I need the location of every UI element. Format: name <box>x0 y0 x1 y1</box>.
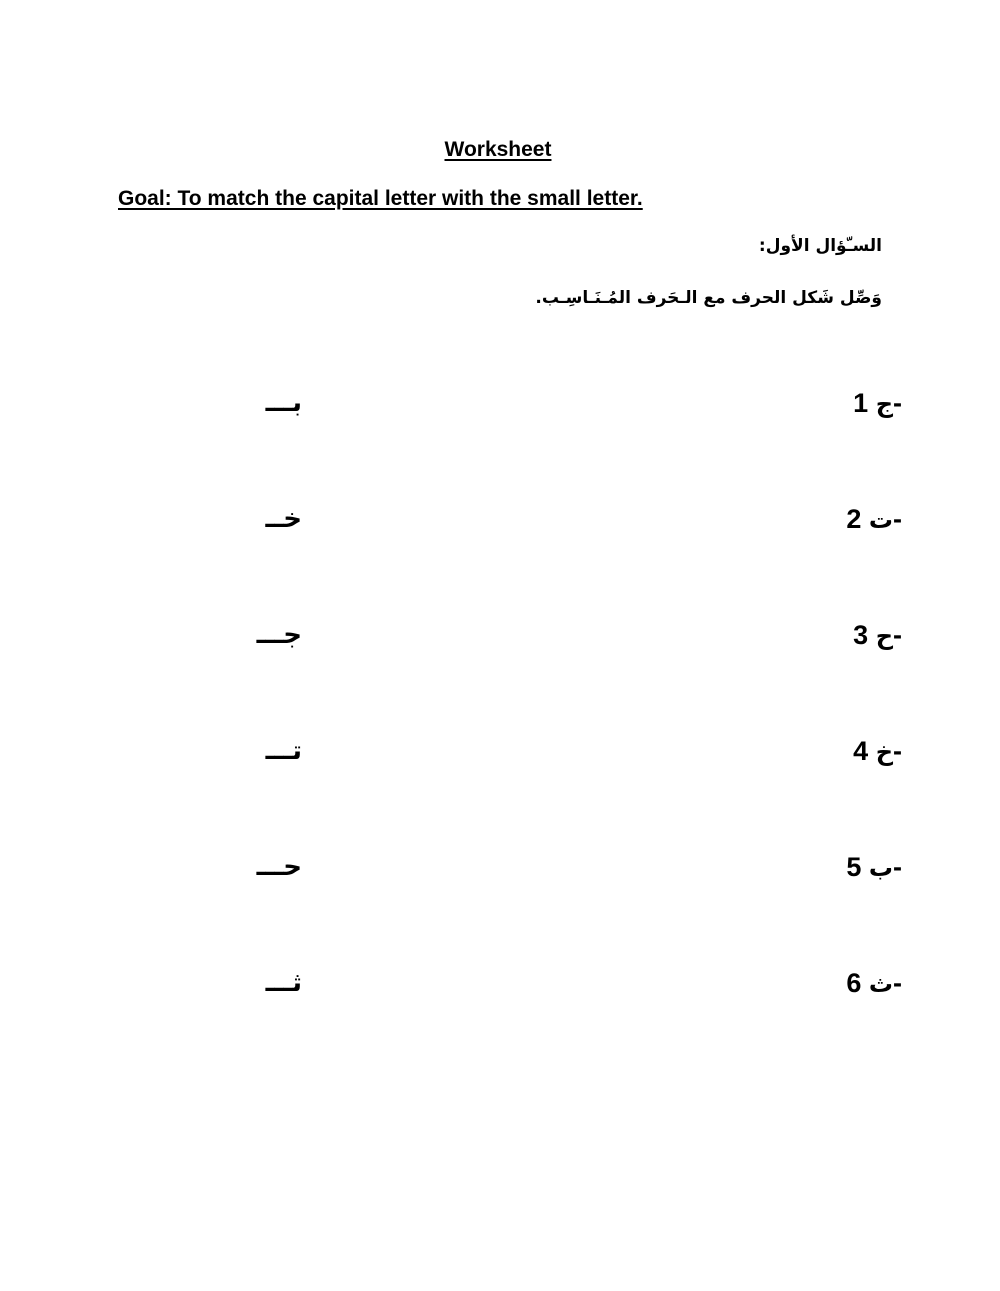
matching-row-5 <box>0 852 1000 968</box>
letter-item-6-number: 6- <box>846 968 902 998</box>
letter-item-1-number: 1- <box>853 388 902 418</box>
letter-item-3-letter: ح <box>875 622 893 650</box>
matching-row-2 <box>0 504 1000 620</box>
worksheet-title: Worksheet <box>444 138 552 161</box>
letter-item-2[interactable] <box>846 504 902 535</box>
goal-statement: Goal: To match the capital letter with the small letter. <box>118 187 643 210</box>
form-item-1[interactable]: بـــ <box>265 388 302 418</box>
form-item-3[interactable]: جـــ <box>256 620 302 650</box>
letter-item-4-number: 4- <box>853 736 902 766</box>
letter-item-6[interactable] <box>846 968 902 999</box>
letter-item-3[interactable] <box>853 620 902 651</box>
letter-item-4-letter: خ <box>875 738 893 766</box>
letter-item-5-letter: ب <box>868 854 893 882</box>
matching-row-1 <box>0 388 1000 504</box>
letter-item-5-number: 5- <box>846 852 902 882</box>
matching-row-6 <box>0 968 1000 1084</box>
matching-row-3 <box>0 620 1000 736</box>
letter-item-3-number: 3- <box>853 620 902 650</box>
letter-item-1-letter: ج <box>875 390 893 418</box>
letter-item-2-letter: ت <box>868 506 893 534</box>
form-item-5[interactable]: حـــ <box>256 852 302 882</box>
letter-item-6-letter: ث <box>868 970 893 998</box>
form-item-4[interactable]: تـــ <box>265 736 302 766</box>
letter-item-4[interactable] <box>853 736 902 767</box>
letter-item-2-number: 2- <box>846 504 902 534</box>
question-instruction: وَصِّل شَكل الحرف مع الـحَرف المُـنَـاسِـب. <box>535 288 882 308</box>
matching-rows <box>0 388 1000 1084</box>
matching-row-4 <box>0 736 1000 852</box>
letter-item-5[interactable] <box>846 852 902 883</box>
question-heading: السـّؤال الأول: <box>758 236 882 256</box>
form-item-6[interactable]: ثـــ <box>265 968 302 998</box>
form-item-2[interactable]: خــ <box>265 504 302 534</box>
letter-item-1[interactable] <box>853 388 902 419</box>
